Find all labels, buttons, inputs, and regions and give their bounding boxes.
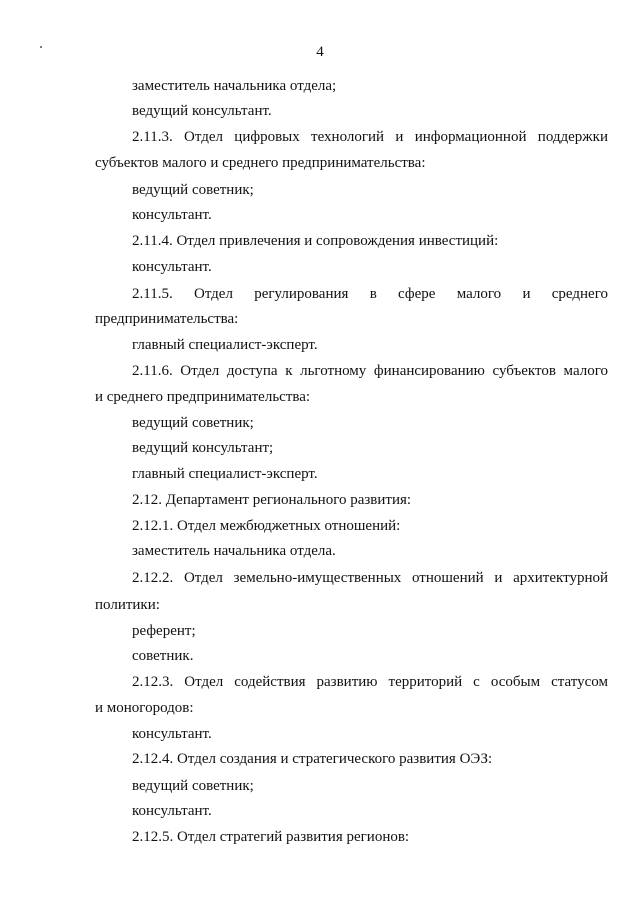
text-line: 2.11.6. Отдел доступа к льготному финансированию субъектов малого — [132, 363, 608, 379]
text-line: и моногородов: — [95, 700, 194, 716]
text-line: 2.12.5. Отдел стратегий развития регионов: — [132, 829, 410, 845]
text-line: политики: — [95, 597, 160, 613]
text-line: консультант. — [132, 207, 212, 223]
text-line: консультант. — [132, 259, 212, 275]
text-line: советник. — [132, 648, 194, 664]
text-line: ведущий советник; — [132, 415, 254, 431]
text-line: ведущий консультант; — [132, 440, 274, 456]
text-line: 2.12.3. Отдел содействия развитию территорий с особым статусом — [132, 674, 608, 690]
text-line: 2.11.4. Отдел привлечения и сопровождения инвестиций: — [132, 233, 499, 249]
text-line: 2.12. Департамент регионального развития: — [132, 492, 412, 508]
text-line: и среднего предпринимательства: — [95, 389, 311, 405]
text-line: главный специалист-эксперт. — [132, 466, 318, 482]
text-line: 2.12.2. Отдел земельно-имущественных отношений и архитектурной — [132, 570, 608, 586]
text-line: 2.12.1. Отдел межбюджетных отношений: — [132, 518, 401, 534]
page-number: 4 — [316, 44, 324, 60]
text-line: субъектов малого и среднего предпринимательства: — [95, 155, 426, 171]
text-line: главный специалист-эксперт. — [132, 337, 318, 353]
text-line: заместитель начальника отдела. — [132, 543, 336, 559]
text-line: консультант. — [132, 803, 212, 819]
text-line: ведущий советник; — [132, 778, 254, 794]
text-line: 2.11.5. Отдел регулирования в сфере малого и среднего — [132, 286, 608, 302]
text-line: 2.12.4. Отдел создания и стратегического развития ОЭЗ: — [132, 751, 493, 767]
text-line: 2.11.3. Отдел цифровых технологий и информационной поддержки — [132, 129, 608, 145]
text-line: заместитель начальника отдела; — [132, 78, 337, 94]
text-line: консультант. — [132, 726, 212, 742]
text-line: референт; — [132, 623, 196, 639]
text-line: ведущий советник; — [132, 182, 254, 198]
text-line: предпринимательства: — [95, 311, 239, 327]
text-line: ведущий консультант. — [132, 103, 272, 119]
